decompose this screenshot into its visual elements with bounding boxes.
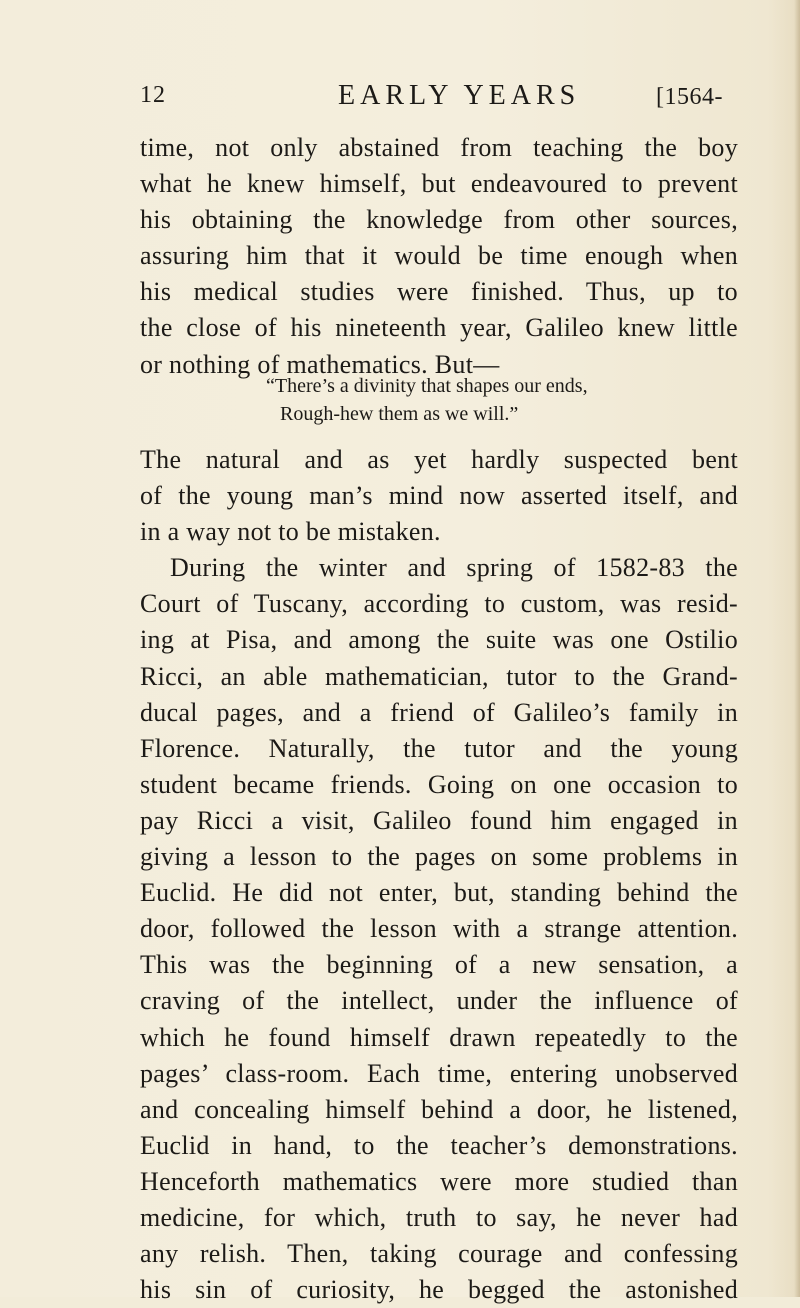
- text-line: in a way not to be mistaken.: [140, 517, 441, 547]
- text-line: what he knew himself, but endeavoured to prevent: [140, 169, 738, 199]
- text-line: ing at Pisa, and among the suite was one Ostilio: [140, 625, 738, 655]
- date-range: [1564-: [656, 84, 723, 110]
- text-line: his sin of curiosity, he begged the astonished: [140, 1275, 738, 1305]
- page-edge-shadow: [794, 0, 800, 1297]
- text-line: time, not only abstained from teaching the boy: [140, 133, 738, 162]
- quote-line: Rough-hew them as we will.”: [280, 403, 519, 425]
- text-line: his medical studies were finished. Thus, up to: [140, 277, 738, 307]
- text-line: craving of the intellect, under the influence of: [140, 986, 738, 1016]
- section-title: EARLY YEARS: [338, 80, 581, 111]
- text-line: his obtaining the knowledge from other sources,: [140, 205, 738, 235]
- text-line: pages’ class-room. Each time, entering unobserved: [140, 1058, 738, 1088]
- text-line: medicine, for which, truth to say, he never had: [140, 1202, 738, 1232]
- text-line: During the winter and spring of 1582-83 the: [170, 553, 738, 583]
- text-line: Euclid. He did not enter, but, standing behind the: [140, 878, 738, 908]
- block-quote: [266, 372, 686, 428]
- page-number: 12: [140, 82, 166, 108]
- text-line: Ricci, an able mathematician, tutor to the Grand-: [140, 661, 738, 691]
- quote-line: “There’s a divinity that shapes our ends,: [266, 375, 588, 397]
- paragraph-continuation: [140, 130, 738, 383]
- text-line: Henceforth mathematics were more studied than: [140, 1166, 738, 1196]
- text-line: Florence. Naturally, the tutor and the young: [140, 733, 738, 763]
- text-line: assuring him that it would be time enough when: [140, 241, 738, 271]
- text-line: of the young man’s mind now asserted itself, and: [140, 481, 738, 511]
- text-line: which he found himself drawn repeatedly to the: [140, 1022, 738, 1052]
- text-line: Court of Tuscany, according to custom, was resid-: [140, 589, 738, 619]
- paragraph-body: [140, 442, 738, 1308]
- text-line: This was the beginning of a new sensation, a: [140, 950, 738, 980]
- text-line: giving a lesson to the pages on some problems in: [140, 842, 738, 872]
- text-line: and concealing himself behind a door, he listened,: [140, 1094, 738, 1124]
- text-line: any relish. Then, taking courage and confessing: [140, 1239, 738, 1269]
- text-line: The natural and as yet hardly suspected bent: [140, 445, 738, 474]
- text-line: pay Ricci a visit, Galileo found him engaged in: [140, 805, 738, 835]
- text-line: door, followed the lesson with a strange attention.: [140, 914, 738, 944]
- running-head: [140, 82, 740, 118]
- text-line: student became friends. Going on one occasion to: [140, 769, 738, 799]
- text-line: the close of his nineteenth year, Galileo knew little: [140, 313, 738, 343]
- text-line: Euclid in hand, to the teacher’s demonstrations.: [140, 1130, 738, 1160]
- text-line: or nothing of mathematics. But—: [140, 349, 500, 379]
- text-line: ducal pages, and a friend of Galileo’s family in: [140, 697, 738, 727]
